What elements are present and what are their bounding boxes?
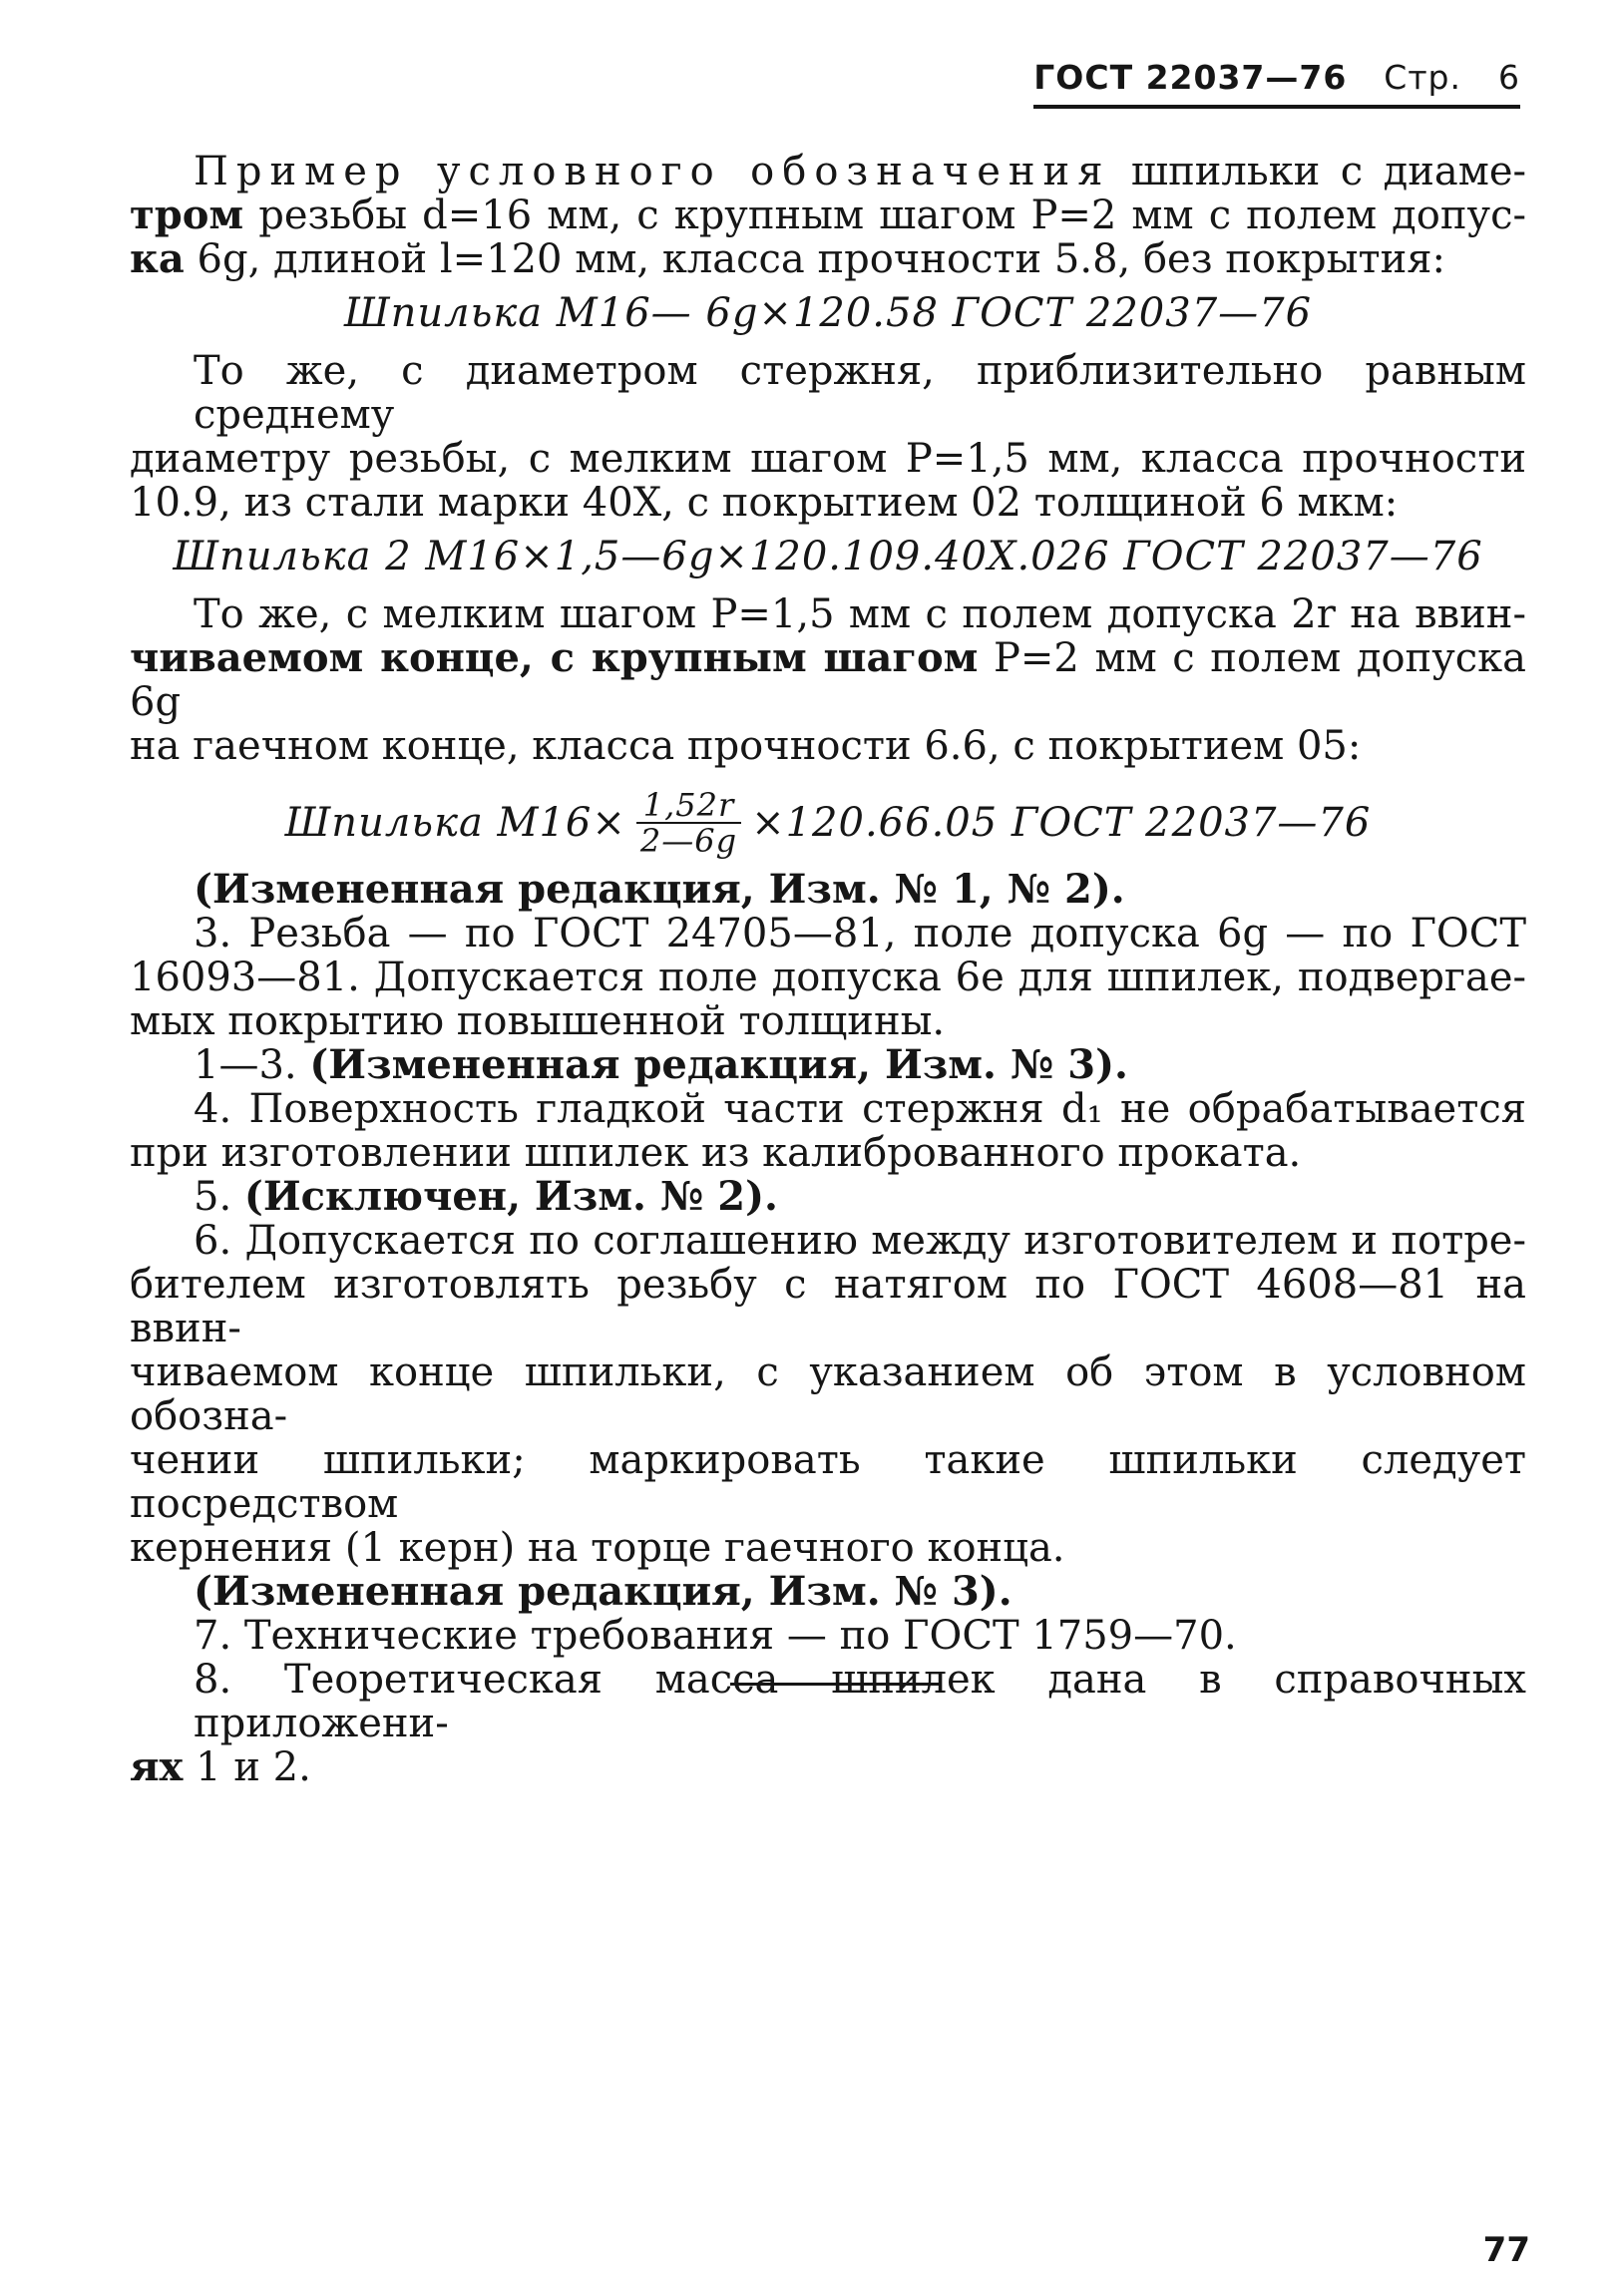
- example2-line3: 10.9, из стали марки 40Х, с покрытием 02 толщиной 6 мкм:: [130, 480, 1399, 526]
- item6-line4: чении шпильки; маркировать такие шпильки следует посредством: [130, 1437, 1526, 1527]
- item5: 5. (Исключен, Изм. № 2).: [194, 1173, 778, 1220]
- item7: 7. Технические требования — по ГОСТ 1759—70.: [194, 1613, 1237, 1659]
- section-end-rule: [730, 1683, 940, 1686]
- thread-fraction: $\frac{1,52r}{2—6g}$: [636, 788, 741, 858]
- document-body: [130, 150, 1526, 1789]
- item6-line1: 6. Допускается по соглашению между изготовителем и потре-: [194, 1218, 1526, 1264]
- amendment-note-2: 1—3. (Измененная редакция, Изм. № 3).: [194, 1041, 1128, 1088]
- item4-line2: при изготовлении шпилек из калиброванного проката.: [130, 1130, 1302, 1176]
- example2-line2: диаметру резьбы, с мелким шагом P=1,5 мм, класса прочности: [130, 436, 1526, 482]
- example3-line2: чиваемом конце, с крупным шагом P=2 мм с полем допуска 6g: [130, 634, 1527, 725]
- example2-formula: Шпилька 2 М16×1,5—6g×120.109.40Х.026 ГОСТ 22037—76: [173, 534, 1483, 579]
- example2-line1: То же, с диаметром стержня, приблизительно равным среднему: [194, 348, 1526, 438]
- item8-line1: 8. Теоретическая масса шпилек дана в справочных приложени-: [194, 1657, 1526, 1746]
- item6-line5: кернения (1 керн) на торце гаечного конца.: [130, 1525, 1065, 1571]
- item6-line3: чиваемом конце шпильки, с указанием об этом в условном обозна-: [130, 1349, 1526, 1439]
- example3-formula: Шпилька М16× $\frac{1,52r}{2—6g}$ ×120.66.05 ГОСТ 22037—76: [284, 786, 1372, 860]
- amendment-note-3: (Измененная редакция, Изм. № 3).: [194, 1568, 1012, 1615]
- example1-line2: тром резьбы d=16 мм, с крупным шагом P=2 мм с полем допус-: [130, 191, 1526, 238]
- example1-line1: Пример условного обозначения шпильки с диаме-: [194, 149, 1527, 194]
- item3-line2: 16093—81. Допускается поле допуска 6e для шпилек, подвергае-: [130, 955, 1526, 1000]
- item3-line3: мых покрытию повышенной толщины.: [130, 998, 946, 1044]
- example3-line1: То же, с мелким шагом P=1,5 мм с полем допуска 2r на ввин-: [194, 591, 1526, 637]
- example1-formula: Шпилька М16— 6g×120.58 ГОСТ 22037—76: [343, 290, 1313, 336]
- item8-line2: ях 1 и 2.: [130, 1743, 311, 1790]
- example1-line3: ка 6g, длиной l=120 мм, класса прочности 5.8, без покрытия:: [130, 235, 1445, 282]
- page-number: 77: [1482, 2230, 1530, 2270]
- item3-line1: 3. Резьба — по ГОСТ 24705—81, поле допуска 6g — по ГОСТ: [194, 911, 1526, 957]
- item6-line2: бителем изготовлять резьбу с натягом по ГОСТ 4608—81 на ввин-: [130, 1262, 1526, 1351]
- running-header: [1033, 58, 1520, 109]
- item4-line1: 4. Поверхность гладкой части стержня d₁ не обрабатывается: [194, 1086, 1526, 1132]
- amendment-note-1: (Измененная редакция, Изм. № 1, № 2).: [194, 866, 1125, 913]
- page-label: Стр.: [1384, 58, 1461, 97]
- header-page-no: 6: [1498, 58, 1520, 97]
- example3-line3: на гаечном конце, класса прочности 6.6, с покрытием 05:: [130, 723, 1362, 769]
- standard-number: ГОСТ 22037—76: [1033, 58, 1348, 97]
